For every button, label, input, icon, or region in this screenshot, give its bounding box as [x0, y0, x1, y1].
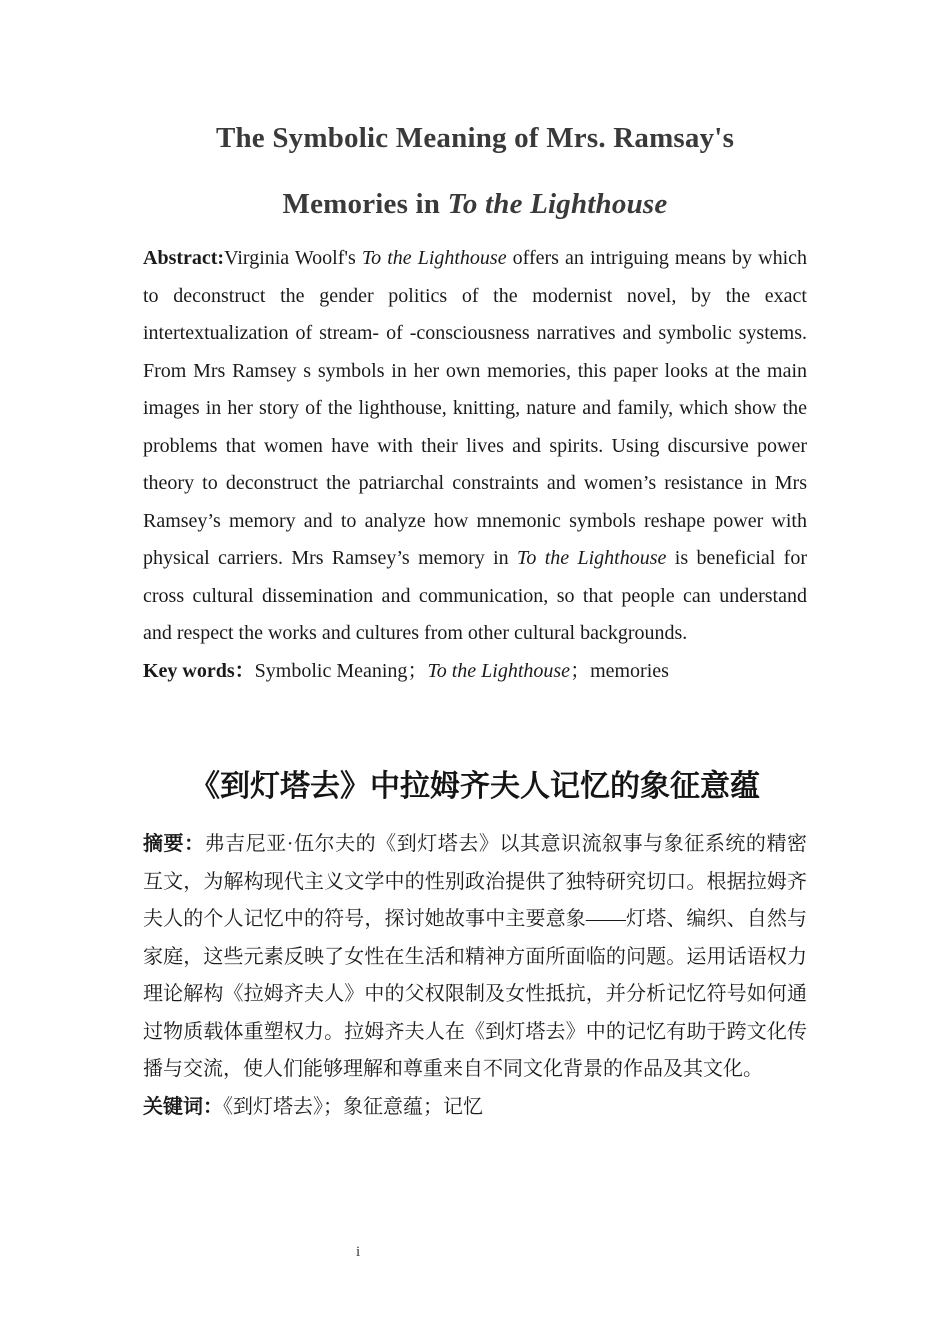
keywords-label: Key words： [143, 659, 255, 682]
chinese-abstract-text: 弗吉尼亚·伍尔夫的《到灯塔去》以其意识流叙事与象征系统的精密互文，为解构现代主义文学中的性别政治提供了独特研究切口。根据拉姆齐夫人的个人记忆中的符号，探讨她故事中主要意象——灯塔、编织、自然与家庭，这些元素反映了女性在生活和精神方面所面临的问题。运用话语权力理论解构《拉姆齐夫人》中的父权限制及女性抵抗，并分析记忆符号如何通过物质载体重塑权力。拉姆齐夫人在《到灯塔去》中的记忆有助于跨文化传播与交流，使人们能够理解和尊重来自不同文化背景的作品及其文化。 [143, 833, 807, 1080]
chinese-keywords-line [143, 1089, 807, 1127]
keyword-separator: ； [570, 659, 591, 682]
keyword-separator: ； [407, 659, 428, 682]
abstract-text-segment: offers an intriguing means by which to deconstruct the gender politics of the modernist novel, by the exact intertextualization of stream- of -consciousness narratives and symbolic systems. From Mrs Ramsey s symbols in her own memories, this paper looks at the main images in her story of the lighthouse, knitting, nature and family, which show the problems that women have with their lives and spirits. Using discursive power theory to deconstruct the patriarchal constraints and women’s resistance in Mrs Ramsey’s memory and to analyze how mnemonic symbols reshape power with physical carriers. Mrs Ramsey’s memory in [143, 247, 808, 569]
abstract-label: Abstract: [143, 247, 225, 269]
chinese-title: 《到灯塔去》中拉姆齐夫人记忆的象征意蕴 [190, 770, 760, 803]
chinese-keywords-label: 关键词： [143, 1095, 223, 1118]
abstract-text-segment: Virginia Woolf's [224, 247, 362, 269]
english-abstract-paragraph [143, 240, 807, 653]
abstract-text-segment: is beneficial for cross cultural dissemination and communication, so that people can understand and respect the works and cultures from other cultural backgrounds. [143, 547, 807, 644]
chinese-abstract-label: 摘要： [143, 833, 205, 855]
abstract-book-title: To the Lighthouse [361, 247, 507, 269]
document-content [143, 0, 807, 1126]
english-title [143, 105, 807, 237]
english-title-line1: The Symbolic Meaning of Mrs. Ramsay's [215, 122, 735, 154]
english-title-line2-book-title: To the Lighthouse [447, 188, 668, 220]
chinese-keywords-text: 《到灯塔去》；象征意蕴；记忆 [223, 1095, 483, 1118]
abstract-book-title: To the Lighthouse [517, 547, 667, 569]
keyword-item: memories [590, 659, 669, 682]
page-number: i [356, 1244, 361, 1260]
chinese-abstract-paragraph [143, 826, 807, 1089]
keyword-item: Symbolic Meaning [254, 659, 408, 682]
keyword-book-title: To the Lighthouse [427, 659, 571, 682]
english-keywords-line [143, 653, 807, 691]
english-title-line2-prefix: Memories in [282, 188, 448, 220]
